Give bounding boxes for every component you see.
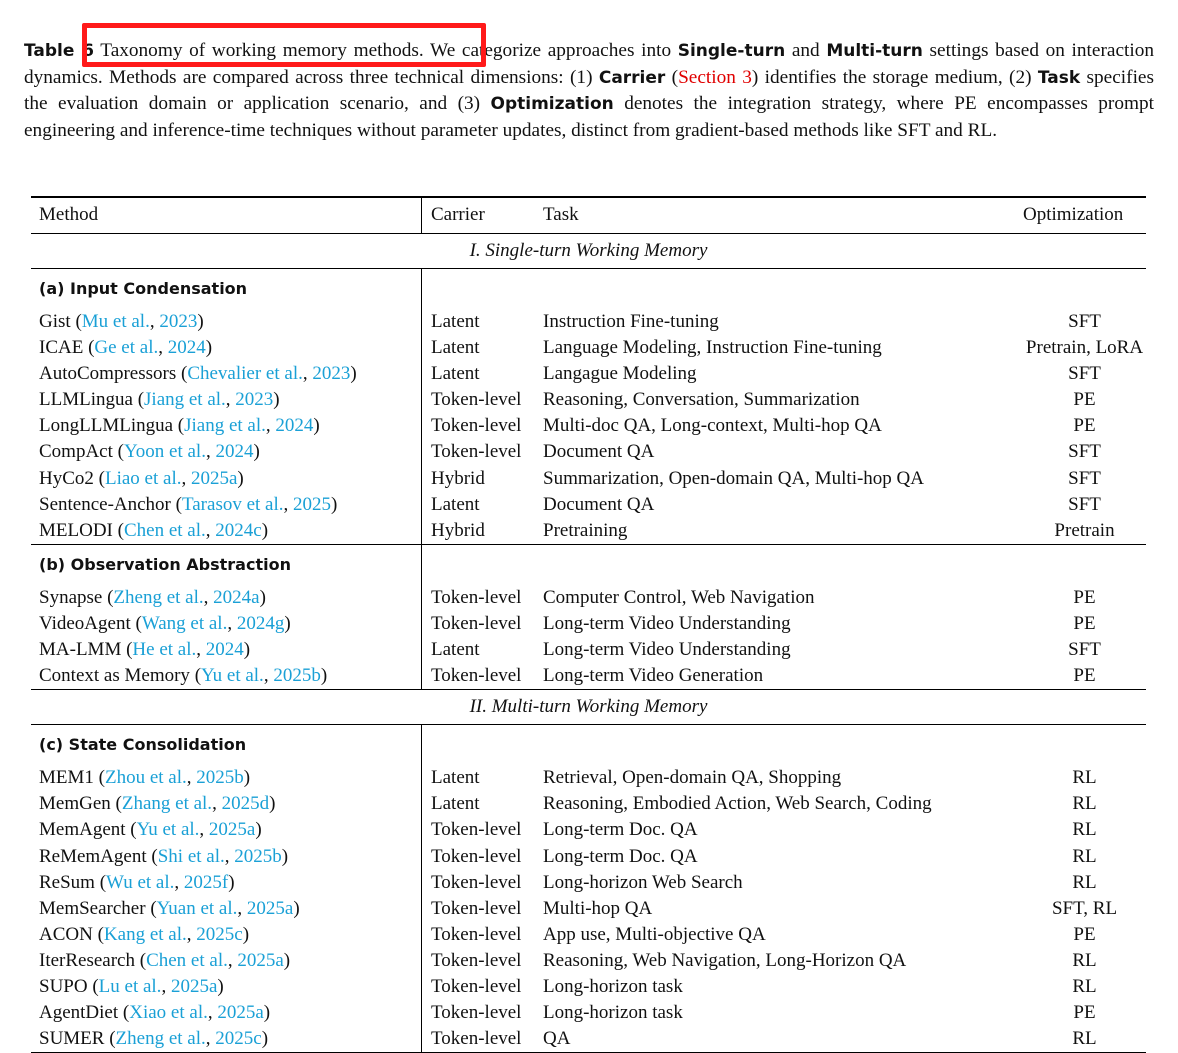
group-row [31,725,1146,766]
method-cell: SUMER (Zheng et al., 2025c) [31,1026,422,1053]
optimization-cell: Pretrain [1054,519,1115,541]
citation-authors[interactable]: Jiang et al. [144,389,226,411]
citation-authors[interactable]: Mu et al. [81,311,150,332]
optimization-cell: SFT [1068,493,1101,515]
citation-year[interactable]: 2025a [217,1002,264,1024]
carrier-cell: Token-level [422,896,544,922]
method-name: ICAE [39,337,84,359]
group-title: (a) Input Condensation [31,269,422,310]
table-row [31,844,1146,870]
group-divider [422,544,544,585]
method-name: MemSearcher [39,897,146,919]
method-cell: HyCo2 (Liao et al., 2025a) [39,467,244,489]
method-cell: Synapse (Zheng et al., 2024a) [39,586,266,608]
optimization-cell: PE [1073,586,1096,608]
header-method: Method [31,197,422,234]
optimization-cell: SFT [1068,311,1101,332]
carrier-cell: Token-level [422,844,544,870]
carrier-cell: Hybrid [422,466,544,492]
citation-year[interactable]: 2024 [215,441,254,463]
method-name: IterResearch [39,949,135,971]
citation-year[interactable]: 2025a [190,467,238,489]
method-cell: IterResearch (Chen et al., 2025a) [39,949,291,971]
section-link[interactable]: Section 3 [678,66,752,88]
carrier-cell: Token-level [422,585,544,611]
carrier-cell: Latent [422,309,544,335]
caption-bold-term: Carrier [598,67,666,88]
citation-authors[interactable]: Zhou et al. [104,767,187,789]
table-row [31,439,1146,465]
citation-year[interactable]: 2024 [275,415,314,437]
header-task: Task [543,197,1023,234]
method-name: ReSum [39,871,95,893]
optimization-cell: Pretrain, LoRA [1025,337,1144,359]
citation-year[interactable]: 2025d [221,793,270,815]
caption-bold-term: Single-turn [677,41,786,61]
citation-authors[interactable]: Zheng et al. [113,586,204,608]
carrier-cell: Latent [422,637,544,663]
task-cell: QA [543,1026,1023,1053]
task-cell: Langague Modeling [543,363,697,385]
optimization-cell: RL [1072,949,1097,971]
optimization-cell: RL [1072,767,1097,789]
citation-authors[interactable]: Wang et al. [141,612,228,634]
task-cell: Instruction Fine-tuning [543,311,719,332]
method-name: SUMER [39,1028,105,1050]
method-cell: MemAgent (Yu et al., 2025a) [39,819,262,841]
citation-year[interactable]: 2024a [213,586,260,608]
citation-authors[interactable]: Zheng et al. [115,1028,206,1050]
citation-year[interactable]: 2025f [183,871,229,893]
section-row [31,690,1146,725]
method-cell: ReSum (Wu et al., 2025f) [39,871,235,893]
citation-authors[interactable]: Jiang et al. [184,415,266,437]
carrier-cell: Token-level [422,1000,544,1026]
task-cell: Computer Control, Web Navigation [543,586,815,608]
table-row [31,413,1146,439]
group-title: (b) Observation Abstraction [31,544,422,585]
citation-authors[interactable]: He et al. [132,639,197,661]
method-cell: ICAE (Ge et al., 2024) [39,337,213,359]
optimization-cell: SFT [1068,363,1101,385]
optimization-cell: SFT [1068,441,1101,463]
method-cell: ACON (Kang et al., 2025c) [39,923,250,945]
citation-year[interactable]: 2024 [167,337,206,359]
table-header-row [31,197,1146,234]
task-cell: Multi-doc QA, Long-context, Multi-hop QA [543,415,882,437]
table-row [31,611,1146,637]
citation-year[interactable]: 2025c [196,923,243,945]
optimization-cell: RL [1023,1026,1146,1053]
method-cell: CompAct (Yoon et al., 2024) [39,441,260,463]
caption-text: specifies the evaluation domain or application scenario, and (3) [24,66,1154,114]
task-cell: Long-horizon Web Search [543,871,743,893]
section-title: I. Single-turn Working Memory [31,234,1146,269]
group-row [31,544,1146,585]
section-title: II. Multi-turn Working Memory [31,690,1146,725]
optimization-cell: SFT, RL [1051,897,1118,919]
table-row [31,870,1146,896]
table-row [31,974,1146,1000]
caption-text: settings based on interaction dynamics. Methods are compared across three technical dimensions: (1) [24,40,1154,88]
method-name: SUPO [39,975,88,997]
citation-year[interactable]: 2025a [237,949,284,971]
citation-authors[interactable]: Yu et al. [136,819,200,841]
method-cell: MA-LMM (He et al., 2024) [39,639,251,661]
task-cell: Long-term Doc. QA [543,845,698,867]
citation-authors[interactable]: Yu et al. [201,665,264,687]
method-name: MemGen [39,793,111,815]
table-row [31,309,1146,335]
carrier-cell: Token-level [422,413,544,439]
method-cell: VideoAgent (Wang et al., 2024g) [39,612,291,634]
method-name: MemAgent [39,819,126,841]
carrier-cell: Token-level [422,663,544,690]
carrier-cell: Token-level [422,611,544,637]
header-optimization: Optimization [1023,197,1146,234]
group-divider [422,725,544,766]
method-name: LLMLingua [39,389,133,411]
table-row [31,948,1146,974]
method-cell: MEM1 (Zhou et al., 2025b) [39,767,251,789]
method-name: CompAct [39,441,113,463]
taxonomy-table [31,196,1146,1053]
method-name: ReMemAgent [39,845,147,867]
citation-year[interactable]: 2024c [215,519,262,541]
optimization-cell: RL [1072,845,1097,867]
table-row [31,492,1146,518]
optimization-cell: RL [1072,975,1097,997]
optimization-cell: SFT [1068,467,1101,489]
table-row [31,387,1146,413]
method-name: MA-LMM [39,639,122,661]
caption-title: Taxonomy of working memory methods. [100,40,424,61]
task-cell: Multi-hop QA [543,897,653,919]
section-row [31,234,1146,269]
table-row [31,765,1146,791]
group-divider [422,269,544,310]
method-cell: MemGen (Zhang et al., 2025d) [39,793,276,815]
task-cell: Language Modeling, Instruction Fine-tuning [543,337,882,359]
method-name: MELODI [39,519,113,541]
carrier-cell: Token-level [422,817,544,843]
caption-bold-term: Task [1037,67,1081,88]
header-carrier: Carrier [422,197,544,234]
carrier-cell: Token-level [422,922,544,948]
optimization-cell: SFT [1068,639,1101,661]
citation-authors[interactable]: Xiao et al. [129,1002,208,1024]
method-name: AgentDiet [39,1002,119,1024]
citation-authors[interactable]: Shi et al. [157,845,225,867]
table-row [31,361,1146,387]
caption-bold-term: Optimization [490,94,614,114]
optimization-cell: RL [1072,793,1097,815]
table-row [31,335,1146,361]
method-name: HyCo2 [39,467,94,489]
method-name: Gist [39,311,71,332]
table-body [31,234,1146,1053]
citation-authors[interactable]: Lu et al. [98,975,162,997]
carrier-cell: Token-level [422,439,544,465]
method-cell: Sentence-Anchor (Tarasov et al., 2025) [39,493,338,515]
citation-authors[interactable]: Kang et al. [103,923,187,945]
task-cell: Long-horizon task [543,975,683,997]
method-name: AutoCompressors [39,363,177,385]
citation-year[interactable]: 2025b [196,767,244,789]
caption-bold-term: Multi-turn [826,41,923,61]
method-cell: LLMLingua (Jiang et al., 2023) [39,389,280,411]
highlight-box [82,23,486,67]
caption-text: ) identifies the storage medium, (2) [751,66,1038,88]
optimization-cell: PE [1073,923,1096,945]
citation-year[interactable]: 2023 [312,363,351,385]
citation-authors[interactable]: Chevalier et al. [187,363,303,385]
caption-label: Table 6 [24,41,94,61]
citation-year[interactable]: 2025a [246,897,294,919]
citation-authors[interactable]: Chen et al. [146,949,228,971]
citation-year[interactable]: 2025b [234,845,282,867]
caption-text: ( [665,66,679,88]
optimization-cell: PE [1073,665,1096,687]
task-cell: Long-term Video Understanding [543,612,791,634]
carrier-cell: Token-level [422,870,544,896]
table-row [31,791,1146,817]
carrier-cell: Latent [422,492,544,518]
method-name: VideoAgent [39,612,131,634]
table-row [31,518,1146,545]
carrier-cell: Latent [422,335,544,361]
citation-authors[interactable]: Yuan et al. [156,897,238,919]
task-cell: Document QA [543,441,655,463]
carrier-cell: Token-level [422,387,544,413]
optimization-cell: PE [1073,1002,1096,1024]
caption-text: denotes the integration strategy, where PE encompasses prompt engineering and inference-time techniques without parameter updates, distinct from gradient-based methods like SFT and RL. [24,93,1154,141]
citation-authors[interactable]: Zhang et al. [121,793,213,815]
citation-authors[interactable]: Tarasov et al. [181,493,284,515]
method-name: LongLLMLingua [39,415,174,437]
citation-authors[interactable]: Yoon et al. [123,441,206,463]
table-row [31,466,1146,492]
method-cell: ReMemAgent (Shi et al., 2025b) [39,845,289,867]
method-name: ACON [39,923,93,945]
task-cell: Retrieval, Open-domain QA, Shopping [543,767,842,789]
task-cell: Reasoning, Embodied Action, Web Search, Coding [543,793,932,815]
method-cell: AutoCompressors (Chevalier et al., 2023) [39,363,357,385]
task-cell: App use, Multi-objective QA [543,923,766,945]
citation-year[interactable]: 2025c [215,1028,262,1050]
task-cell: Long-term Doc. QA [543,819,698,841]
optimization-cell: PE [1073,389,1096,411]
table-row [31,637,1146,663]
method-cell: AgentDiet (Xiao et al., 2025a) [39,1002,271,1024]
carrier-cell: Latent [422,361,544,387]
task-cell: Reasoning, Web Navigation, Long-Horizon QA [543,949,907,971]
carrier-cell: Latent [422,791,544,817]
citation-authors[interactable]: Ge et al. [94,337,159,359]
table-row [31,1026,1146,1053]
citation-year[interactable]: 2025a [208,819,256,841]
citation-year[interactable]: 2024 [205,639,244,661]
task-cell: Long-term Video Generation [543,665,764,687]
citation-year[interactable]: 2023 [159,311,198,332]
optimization-cell: PE [1073,612,1096,634]
task-cell: Long-horizon task [543,1002,683,1024]
carrier-cell: Token-level [422,974,544,1000]
method-name: Sentence-Anchor [39,493,171,515]
citation-year[interactable]: 2024g [236,612,285,634]
carrier-cell: Latent [422,765,544,791]
method-cell: Gist (Mu et al., 2023) [39,311,204,332]
group-title: (c) State Consolidation [31,725,422,766]
method-cell: MemSearcher (Yuan et al., 2025a) [39,897,300,919]
optimization-cell: PE [1073,415,1096,437]
task-cell: Long-term Video Understanding [543,639,791,661]
carrier-cell: Token-level [422,1026,544,1053]
optimization-cell: RL [1072,871,1097,893]
citation-year[interactable]: 2025a [170,975,218,997]
task-cell: Summarization, Open-domain QA, Multi-hop QA [543,467,925,489]
method-name: Synapse [39,586,103,608]
table-row [31,1000,1146,1026]
method-cell: Context as Memory (Yu et al., 2025b) [39,665,328,687]
citation-year[interactable]: 2025 [293,493,332,515]
table-row [31,663,1146,690]
citation-authors[interactable]: Chen et al. [123,519,206,541]
method-cell: SUPO (Lu et al., 2025a) [39,975,224,997]
caption-text: and [785,40,827,61]
method-cell: MELODI (Chen et al., 2024c) [39,519,269,541]
optimization-cell: RL [1072,819,1097,841]
task-cell: Pretraining [543,519,628,541]
table-row [31,922,1146,948]
method-name: MEM1 [39,767,94,789]
table-row [31,585,1146,611]
task-cell: Document QA [543,493,655,515]
citation-year[interactable]: 2025b [273,665,321,687]
citation-authors[interactable]: Liao et al. [104,467,182,489]
method-name: Context as Memory [39,665,190,687]
citation-authors[interactable]: Wu et al. [106,871,175,893]
carrier-cell: Hybrid [422,518,544,545]
carrier-cell: Token-level [422,948,544,974]
task-cell: Reasoning, Conversation, Summarization [543,389,860,411]
method-cell: LongLLMLingua (Jiang et al., 2024) [39,415,320,437]
table-row [31,896,1146,922]
group-row [31,269,1146,310]
table-row [31,817,1146,843]
citation-year[interactable]: 2023 [235,389,274,411]
caption-text: We categorize approaches into [423,40,678,61]
